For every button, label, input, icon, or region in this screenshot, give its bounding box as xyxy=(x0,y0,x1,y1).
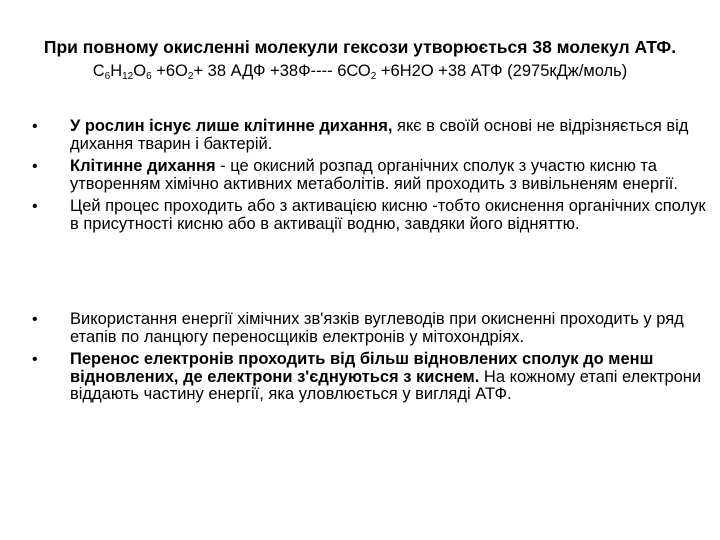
bullet-item xyxy=(26,351,706,404)
eq-o2-sub: 2 xyxy=(187,71,194,82)
bullet-dot: • xyxy=(32,198,38,215)
eq-o-sub: 6 xyxy=(146,71,152,82)
slide-title xyxy=(30,36,690,82)
title-heading: При повному окисленні молекули гексози утворюється 38 молекул АТФ. xyxy=(43,37,677,57)
bullet-dot: • xyxy=(32,351,38,368)
eq-c-sub: 6 xyxy=(104,71,111,82)
bullet-bold-text: У рослин існує лише клітинне дихання, xyxy=(70,117,393,135)
bullet-text: якє в своїй основі не відрізняється від дихання тварин і бактерій. xyxy=(70,117,689,153)
bullet-item xyxy=(26,158,706,193)
bullet-list-1 xyxy=(26,118,706,238)
reaction-equation xyxy=(30,60,690,82)
eq-h-sub: 12 xyxy=(122,71,134,82)
eq-o: О xyxy=(133,62,147,80)
bullet-item xyxy=(26,198,706,233)
bullet-dot: • xyxy=(32,158,38,175)
bullet-text: На кожному етапі електрони віддають частину енергії, яка уловлюється у вигляді АТФ. xyxy=(70,367,702,403)
bullet-text: Цей процес проходить або з активацією кисню -тобто окиснення органічних сполук в присутності кисню або в активації водню, завдяки його відняттю. xyxy=(70,197,706,233)
bullet-dot: • xyxy=(32,311,38,328)
eq-h: Н xyxy=(110,62,123,80)
eq-mid2: + 38 АДФ +38Ф---- 6СО xyxy=(193,62,371,80)
bullet-item xyxy=(26,311,706,346)
eq-c: С xyxy=(92,62,105,80)
bullet-text: Використання енергії хімічних зв'язків вуглеводів при окисненні проходить у ряд етапів по ланцюгу переносщиків електронів у мітохондріях. xyxy=(70,310,684,346)
bullet-text: - це окисний розпад органічних сполук з участю кисню та утворенням хімічно активних метаболітів. яий проходить з вивільненям енергії. xyxy=(70,157,678,193)
eq-tail: +6Н2О +38 АТФ (2975кДж/моль) xyxy=(376,62,628,80)
bullet-bold-text: Перенос електронів проходить від більш відновлених сполук до менш відновлених, де електрони з'єднуються з киснем. xyxy=(70,350,654,386)
bullet-item xyxy=(26,118,706,153)
eq-co2-sub: 2 xyxy=(370,71,377,82)
eq-mid1: +6О xyxy=(151,62,188,80)
bullet-bold-text: Клітинне дихання xyxy=(70,157,216,175)
bullet-list-2 xyxy=(26,311,706,409)
bullet-dot: • xyxy=(32,118,38,135)
